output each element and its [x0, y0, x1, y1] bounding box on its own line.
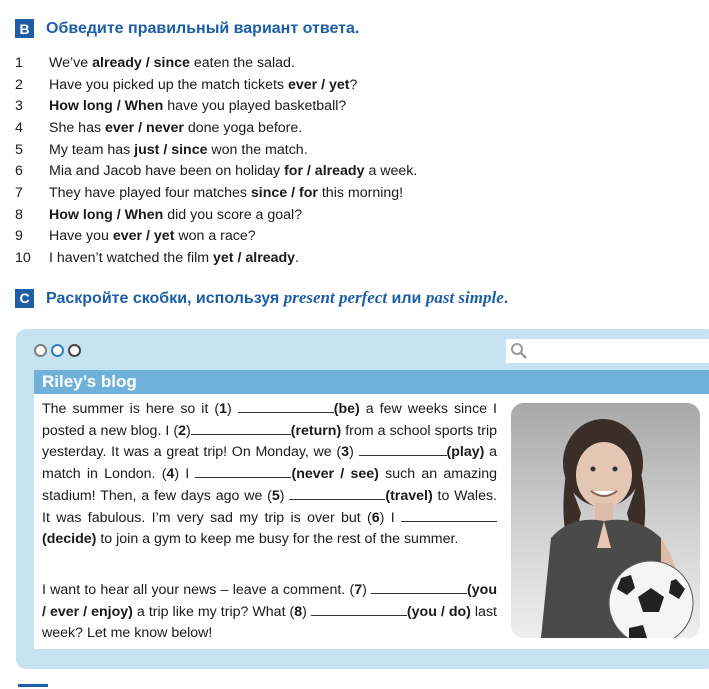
exercise-item-number: 8	[15, 206, 23, 223]
answer-blank-3[interactable]	[359, 443, 447, 456]
text: a match in London. (	[42, 444, 498, 483]
exercise-item	[15, 160, 575, 182]
window-dot-dark[interactable]	[68, 344, 81, 357]
exercise-item-text: Have you picked up the match tickets	[49, 76, 288, 93]
verb-hint: (travel)	[385, 487, 433, 504]
exercise-item-number: 10	[15, 250, 31, 267]
exercise-item-options[interactable]: How long / When	[49, 98, 164, 115]
blog-browser-window	[16, 329, 709, 669]
exercise-item	[15, 204, 575, 226]
search-input[interactable]	[506, 339, 709, 363]
exercise-item	[15, 95, 575, 117]
answer-blank-4[interactable]	[195, 465, 291, 478]
section-b-title: Обведите правильный вариант ответа.	[46, 19, 360, 37]
exercise-item-text: Mia and Jacob have been on holiday	[49, 163, 285, 180]
section-c-title-mid: или	[387, 290, 426, 307]
exercise-item	[15, 139, 575, 161]
exercise-item-text: did you score a goal?	[163, 206, 303, 223]
window-controls	[34, 344, 81, 357]
gap-number: 6	[371, 509, 380, 526]
section-c-title-em1: present perfect	[283, 288, 388, 307]
text: The summer is here so it (	[42, 401, 220, 417]
exercise-item-text: They have played four matches	[49, 184, 251, 201]
exercise-item-options[interactable]: ever / yet	[287, 76, 350, 93]
window-dot-blue[interactable]	[51, 344, 64, 357]
section-c-title-end: .	[503, 290, 509, 307]
verb-hint: (return)	[290, 422, 342, 439]
exercise-item-text: .	[295, 250, 300, 267]
exercise-item-number: 6	[15, 163, 23, 180]
verb-hint: (you / ever / enjoy)	[42, 582, 497, 620]
text: from a school sports trip yesterday. It was a great trip! On Monday, we (	[42, 422, 497, 461]
blog-title: Riley’s blog	[42, 372, 137, 391]
text: ) I	[379, 509, 401, 526]
exercise-item	[15, 117, 575, 139]
exercise-item-options[interactable]: just / since	[134, 141, 208, 158]
gap-number: 1	[219, 401, 228, 417]
exercise-item-options[interactable]: for / already	[284, 163, 365, 180]
verb-hint: (you / do)	[406, 603, 471, 620]
section-c-title-text: Раскройте скобки, используя	[46, 290, 284, 307]
text: ) I	[174, 466, 196, 483]
window-dot-grey[interactable]	[34, 344, 47, 357]
text: to Wales. It was fabulous. I’m very sad my trip is over but (	[42, 487, 497, 526]
exercise-item	[15, 226, 575, 248]
text: )	[186, 422, 191, 439]
text: )	[279, 487, 290, 504]
text: )	[362, 582, 372, 598]
exercise-item-options[interactable]: already / since	[92, 54, 190, 71]
exercise-item-text: done yoga before.	[183, 119, 303, 136]
exercise-item-number: 2	[15, 76, 23, 93]
exercise-item-text: won a race?	[174, 228, 256, 245]
gap-number: 3	[341, 444, 350, 461]
exercise-item-options[interactable]: since / for	[250, 184, 318, 201]
exercise-item-options[interactable]: How long / When	[49, 206, 164, 223]
girl-with-football-photo	[511, 403, 700, 638]
search-icon[interactable]	[510, 342, 528, 365]
exercise-item	[15, 52, 575, 74]
exercise-item-text: She has	[49, 119, 106, 136]
exercise-item-number: 7	[15, 184, 23, 201]
text: to join a gym to keep me busy for the rest of the summer.	[96, 531, 459, 548]
answer-blank-8[interactable]	[311, 603, 407, 616]
text: )	[227, 401, 238, 417]
exercise-item-text: this morning!	[317, 184, 404, 201]
exercise-item-options[interactable]: ever / never	[105, 119, 184, 136]
exercise-item	[15, 74, 575, 96]
exercise-b-list	[15, 52, 575, 269]
exercise-item-options[interactable]: ever / yet	[112, 228, 175, 245]
section-c-title	[46, 288, 508, 308]
verb-hint: (decide)	[42, 531, 97, 548]
exercise-item-text: a week.	[364, 163, 418, 180]
answer-blank-7[interactable]	[371, 581, 467, 594]
verb-hint: (never / see)	[291, 466, 379, 483]
text: I want to hear all your news – leave a comment. (	[42, 582, 355, 598]
photo-illustration	[511, 403, 700, 638]
verb-hint: (play)	[446, 444, 485, 461]
answer-blank-5[interactable]	[289, 487, 385, 500]
exercise-item	[15, 247, 575, 269]
gap-number: 4	[166, 466, 175, 483]
blog-paragraph-1	[42, 399, 497, 551]
verb-hint: (be)	[333, 401, 360, 417]
section-b-header	[15, 19, 359, 38]
text: such an amazing stadium! Then, a few days ago we (	[42, 466, 497, 504]
exercise-item-text: My team has	[49, 141, 135, 158]
exercise-item-text: have you played basketball?	[163, 98, 347, 115]
section-b-badge: B	[15, 19, 34, 38]
exercise-item-number: 9	[15, 228, 23, 245]
exercise-item-number: 4	[15, 119, 23, 136]
blog-title-bar	[34, 370, 709, 394]
footer-strip	[18, 684, 48, 687]
exercise-item-text: Have you	[49, 228, 113, 245]
exercise-item-number: 1	[15, 54, 23, 71]
gap-number: 5	[271, 487, 280, 504]
exercise-item-number: 3	[15, 98, 23, 115]
exercise-item-text: ?	[349, 76, 358, 93]
answer-blank-1[interactable]	[238, 400, 334, 413]
text: a trip like my trip? What (	[132, 603, 295, 620]
exercise-item-number: 5	[15, 141, 23, 158]
exercise-item-text: We’ve	[49, 54, 93, 71]
text: a few weeks since I posted a new blog. I (	[42, 401, 497, 439]
exercise-item-text: I haven’t watched the film	[49, 250, 214, 267]
gap-number: 2	[178, 422, 187, 439]
blog-body	[34, 394, 709, 649]
section-c-header	[15, 288, 508, 308]
blog-paragraph-2	[42, 580, 497, 645]
exercise-item-options[interactable]: yet / already	[213, 250, 296, 267]
text: )	[302, 603, 311, 620]
gap-number: 7	[354, 582, 363, 598]
answer-blank-2[interactable]	[191, 422, 291, 435]
exercise-item-text: won the match.	[207, 141, 308, 158]
exercise-item-text: eaten the salad.	[189, 54, 295, 71]
text: last week? Let me know below!	[42, 603, 497, 642]
section-c-title-em2: past simple	[425, 288, 504, 307]
gap-number: 8	[294, 603, 303, 620]
text: )	[349, 444, 359, 461]
section-c-badge: C	[15, 289, 34, 308]
answer-blank-6[interactable]	[401, 509, 497, 522]
exercise-item	[15, 182, 575, 204]
